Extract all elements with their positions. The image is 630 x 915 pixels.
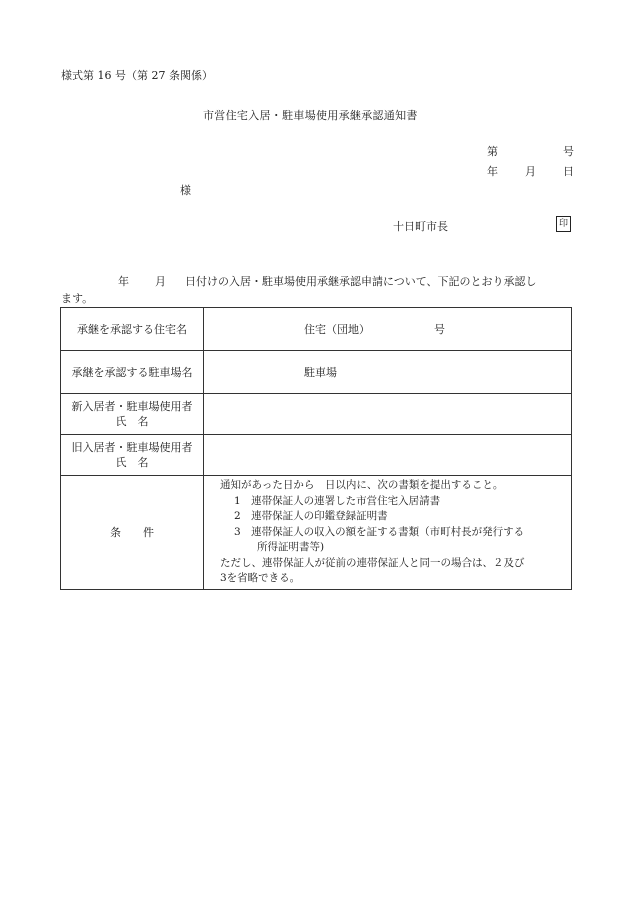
seal-stamp: 印 bbox=[556, 216, 571, 232]
issuer-name: 十日町市長 bbox=[393, 220, 448, 233]
body-month: 月 bbox=[155, 275, 166, 288]
date-month: 月 bbox=[525, 165, 536, 178]
table-row-conditions bbox=[61, 476, 572, 590]
conditions-note-line2: 3を省略できる。 bbox=[220, 572, 301, 584]
new-occupant-value-cell bbox=[204, 394, 572, 435]
new-occupant-label-line2: 氏 名 bbox=[115, 415, 149, 428]
housing-value-cell bbox=[204, 308, 572, 351]
number-suffix: 号 bbox=[563, 145, 574, 158]
table-row-parking bbox=[61, 351, 572, 394]
housing-value-suffix: 号 bbox=[434, 323, 445, 336]
conditions-item-3-continued: 所得証明書等) bbox=[257, 541, 325, 553]
date-day: 日 bbox=[563, 165, 574, 178]
body-year: 年 bbox=[118, 275, 129, 288]
date-row bbox=[487, 163, 574, 179]
body-paragraph bbox=[61, 273, 573, 307]
form-number-label: 様式第 16 号（第 27 条関係） bbox=[61, 69, 213, 82]
conditions-intro: 通知があった日から 日以内に、次の書類を提出すること。 bbox=[220, 479, 504, 491]
parking-label: 承継を承認する駐車場名 bbox=[61, 351, 204, 394]
conditions-item-2: 2 連帯保証人の印鑑登録証明書 bbox=[234, 510, 388, 522]
parking-value-prefix: 駐車場 bbox=[304, 366, 337, 379]
housing-label: 承継を承認する住宅名 bbox=[61, 308, 204, 351]
table-row-housing bbox=[61, 308, 572, 351]
table-row-old-occupant bbox=[61, 435, 572, 476]
parking-value-cell bbox=[204, 351, 572, 394]
housing-value-prefix: 住宅（団地） bbox=[304, 323, 370, 336]
body-text-main: 日付けの入居・駐車場使用承継承認申請について、下記のとおり承認し bbox=[185, 275, 537, 288]
old-occupant-label bbox=[61, 435, 204, 476]
number-prefix: 第 bbox=[487, 145, 498, 158]
approval-table bbox=[60, 307, 572, 590]
new-occupant-label-line1: 新入居者・駐車場使用者 bbox=[71, 400, 193, 413]
conditions-item-1: 1 連帯保証人の連署した市営住宅入居請書 bbox=[234, 494, 441, 507]
addressee-suffix: 様 bbox=[180, 184, 191, 197]
conditions-value-cell bbox=[204, 476, 572, 590]
old-occupant-label-line2: 氏 名 bbox=[115, 456, 149, 469]
document-number-row bbox=[487, 143, 574, 159]
date-year: 年 bbox=[487, 165, 498, 178]
table-row-new-occupant bbox=[61, 394, 572, 435]
old-occupant-label-line1: 旧入居者・駐車場使用者 bbox=[71, 441, 193, 454]
conditions-label: 条 件 bbox=[61, 476, 204, 590]
conditions-item-3: 3 連帯保証人の収入の額を証する書類（市町村長が発行する bbox=[234, 525, 525, 538]
new-occupant-label bbox=[61, 394, 204, 435]
body-text-line2: ます。 bbox=[61, 292, 94, 305]
old-occupant-value-cell bbox=[204, 435, 572, 476]
conditions-note-line1: ただし、連帯保証人が従前の連帯保証人と同一の場合は、２及び bbox=[220, 556, 525, 569]
document-title: 市営住宅入居・駐車場使用承継承認通知書 bbox=[203, 109, 418, 122]
